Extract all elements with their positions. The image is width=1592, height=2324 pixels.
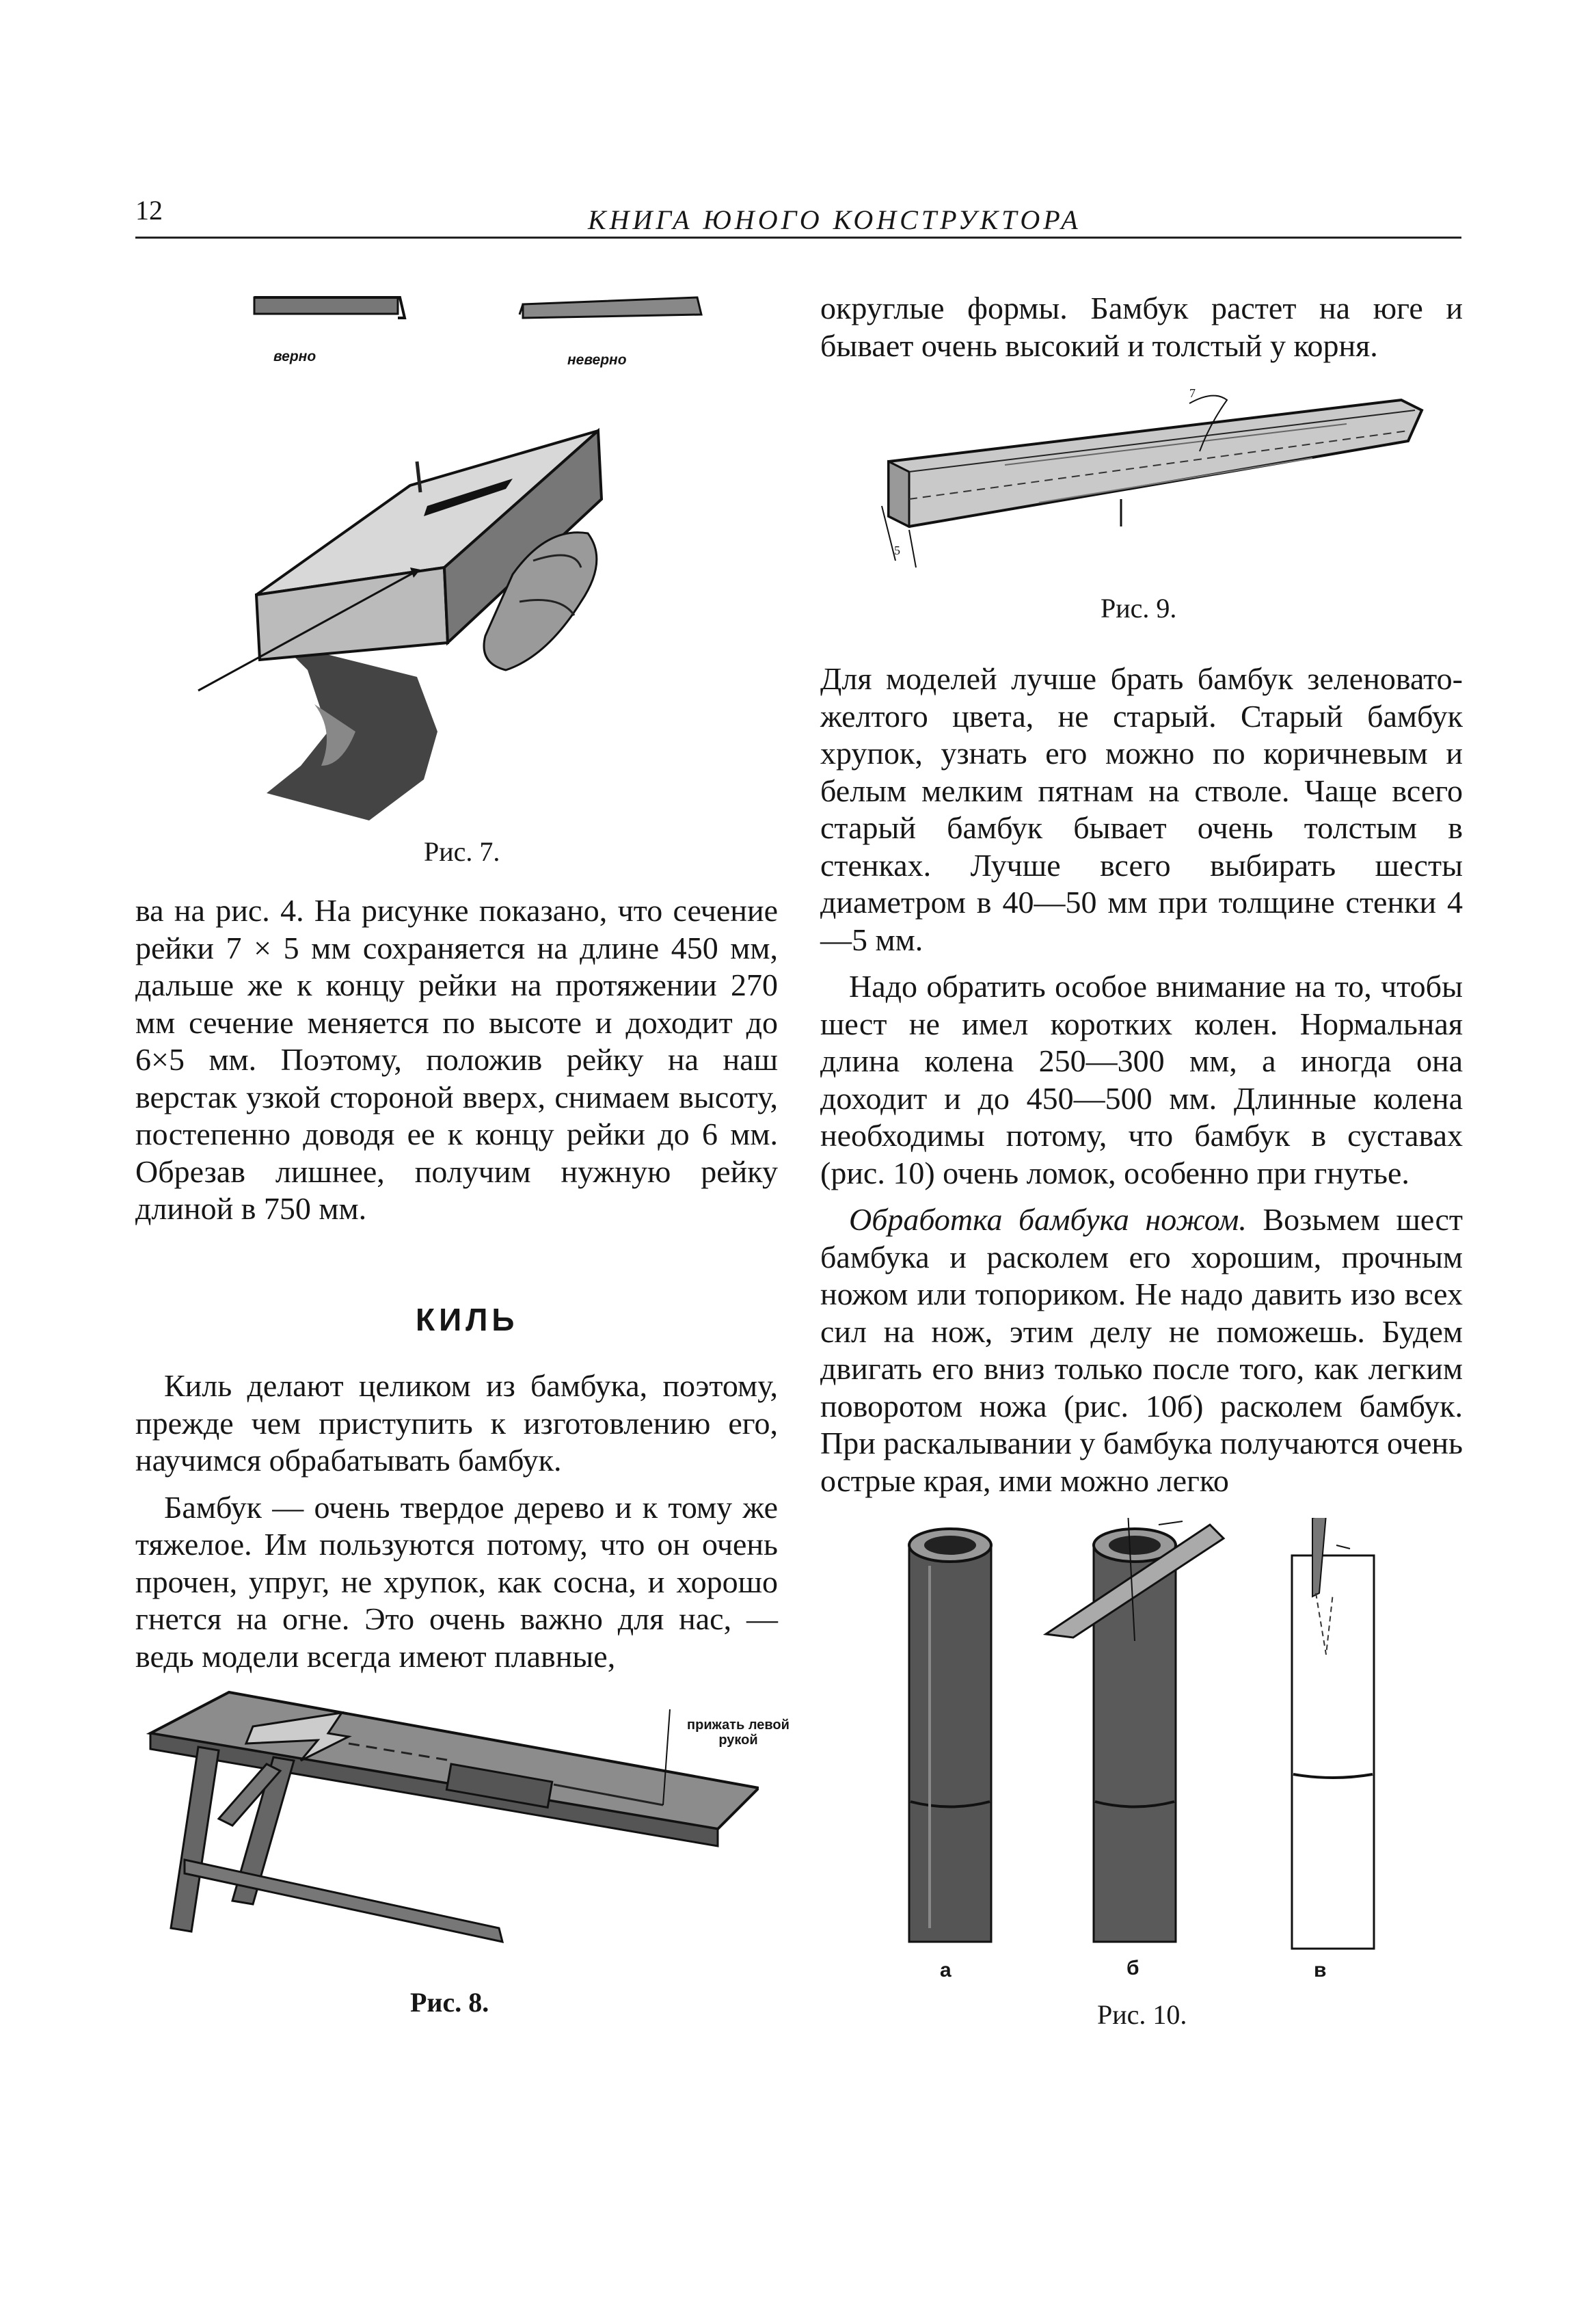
right-paragraph-2: Для моделей лучше брать бамбук зеленовато-желтого цвета, не старый. Старый бамбук хрупок, узнать его можно по коричневым и белым мелким пятнам на стволе. Чаще всего старый бамбук бывает очень толстым в стенках. Лучше всего выбирать шесты диаметром в 40—50 мм при толщине стенки 4—5 мм. — [820, 661, 1463, 957]
fig8-caption: Рис. 8. — [410, 1987, 489, 2018]
fig10-caption: Рис. 10. — [1097, 1999, 1187, 2030]
right-paragraph-4-lead: Обработка бамбука ножом. — [849, 1202, 1247, 1237]
page-number: 12 — [135, 195, 163, 226]
right-paragraph-4: Возьмем шест бамбука и расколем его хорошим, прочным ножом или топориком. Не надо давить изо всех сил на нож, этим делу не поможешь. Будем двигать его вниз только после того, как легким поворотом ножа (рис. 10б) расколем бамбук. При раскалывании у бамбука получаются очень острые края, ими можно легко — [820, 1202, 1463, 1498]
right-column-main — [820, 660, 1463, 1499]
left-paragraph-2: Киль делают целиком из бамбука, поэтому, прежде чем приступить к изготовлению его, научимся обрабатывать бамбук. — [135, 1368, 778, 1478]
fig10-bamboo-splitting-illustration — [889, 1518, 1408, 1955]
fig8-workbench-illustration — [144, 1668, 759, 1955]
fig9-label-5: 5 — [894, 544, 900, 557]
header-rule — [135, 237, 1461, 239]
plane-correct-wrong-figure — [246, 277, 725, 379]
right-paragraph-1: округлые формы. Бамбук растет на юге и бывает очень высокий и толстый у корня. — [820, 291, 1463, 363]
label-wrong: неверно — [567, 352, 627, 368]
fig10-label-v: в — [1314, 1959, 1327, 1981]
left-column-lower — [135, 1367, 778, 1675]
left-paragraph-3: Бамбук — очень твердое дерево и к тому же тяжелое. Им пользуются потому, что он очень прочен, упруг, не хрупок, как сосна, и хорошо гнется на огне. Это очень важно для нас, — ведь модели всегда имеют плавные, — [135, 1489, 778, 1674]
right-column-top — [820, 290, 1463, 364]
section-heading-keel: КИЛЬ — [416, 1302, 519, 1337]
fig9-label-7: 7 — [1189, 386, 1196, 400]
left-paragraph-1: ва на рис. 4. На рисунке показано, что сечение рейки 7 × 5 мм сохраняется на длине 450 мм, дальше же к концу рейки на протяжении 270 мм сечение меняется по высоте и доходит до 6×5 мм. Поэтому, положив рейку на наш верстак узкой стороной вверх, снимаем высоту, постепенно доводя ее к концу рейки до 6 мм. Обрезав лишнее, получим нужную рейку длиной в 750 мм. — [135, 893, 778, 1226]
fig9-bamboo-strip-illustration — [868, 383, 1435, 588]
fig7-caption: Рис. 7. — [424, 836, 500, 867]
fig9-caption: Рис. 9. — [1101, 593, 1177, 624]
label-press-left-hand: прижать левой рукой — [687, 1718, 790, 1748]
fig10-label-a: а — [940, 1959, 952, 1981]
fig10-label-b: б — [1126, 1957, 1139, 1979]
fig7-plane-illustration — [191, 410, 684, 834]
right-paragraph-3: Надо обратить особое внимание на то, чтобы шест не имел коротких колен. Нормальная длина колена 250—300 мм, а иногда она доходит и до 450—500 мм. Длинные колена необходимы потому, что бамбук в суставах (рис. 10) очень ломок, особенно при гнутье. — [820, 969, 1463, 1190]
label-correct: верно — [273, 349, 316, 364]
left-column — [135, 892, 778, 1228]
running-title: КНИГА ЮНОГО КОНСТРУКТОРА — [588, 204, 1081, 235]
